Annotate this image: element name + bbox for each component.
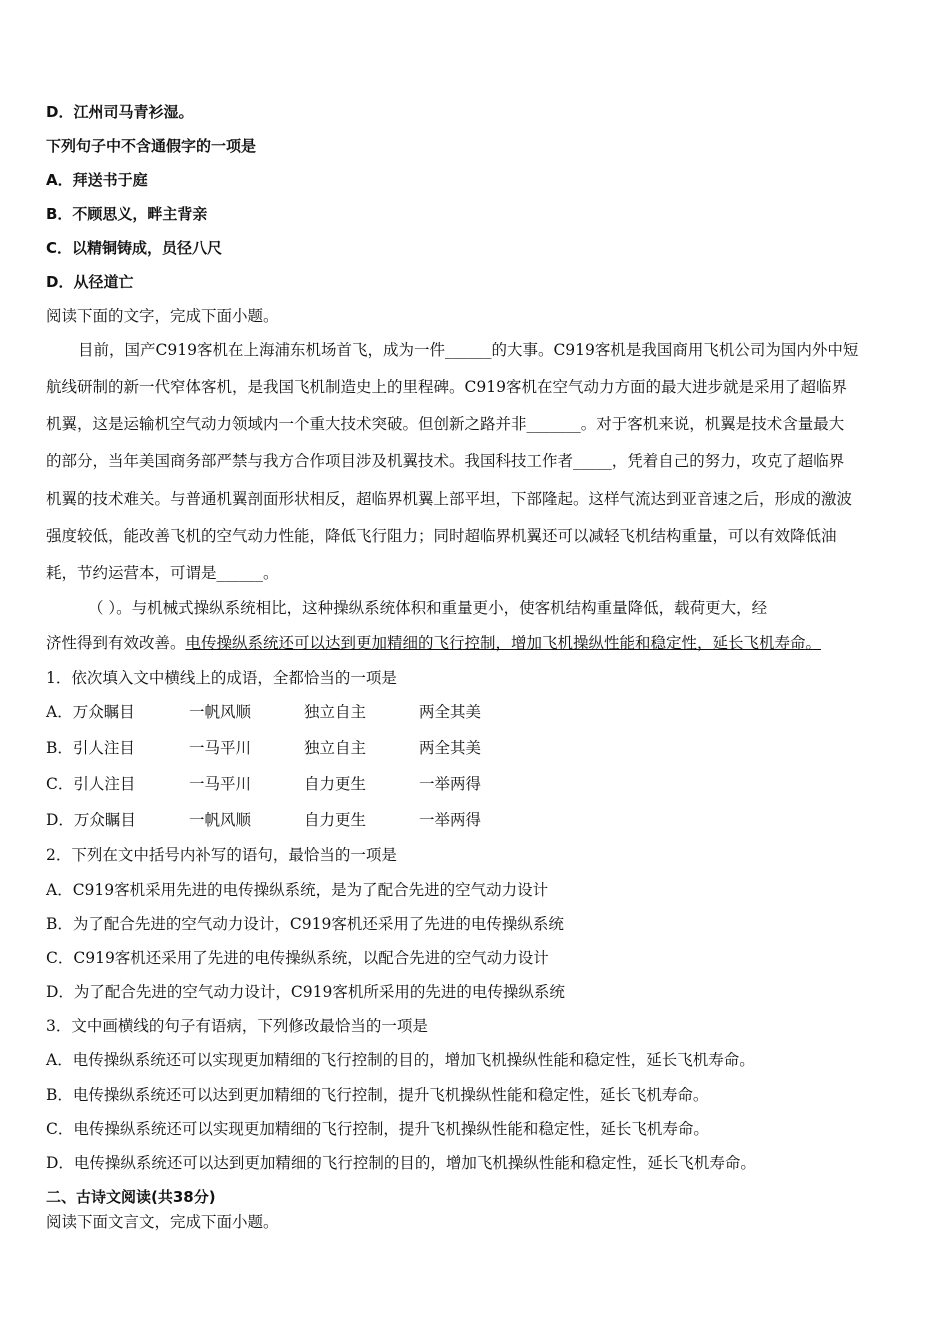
passage-line: 的部分，当年美国商务部严禁与我方合作项目涉及机翼技术。我国科技工作者_____，凭着自己的努力，攻克了超临界 [46, 452, 845, 470]
q3-option-c: C．电传操纵系统还可以实现更加精细的飞行控制，提升飞机操纵性能和稳定性，延长飞机寿命。 [46, 1120, 709, 1138]
tongjia-option-b: B．不顾思义，畔主背亲 [46, 205, 208, 223]
idiom: 一举两得 [419, 811, 482, 829]
q1-stem: 1．依次填入文中横线上的成语，全都恰当的一项是 [46, 669, 397, 687]
q2-option-c: C．C919客机还采用了先进的电传操纵系统，以配合先进的空气动力设计 [46, 949, 549, 967]
passage-line: 机翼，这是运输机空气动力领域内一个重大技术突破。但创新之路并非_______。对于客机来说，机翼是技术含量最大 [46, 415, 845, 433]
q3-stem: 3．文中画横线的句子有语病，下列修改最恰当的一项是 [46, 1017, 428, 1035]
idiom: 独立自主 [304, 739, 367, 757]
passage-line: 目前，国产C919客机在上海浦东机场首飞，成为一件______的大事。C919客机是我国商用飞机公司为国内外中短 [78, 341, 859, 359]
tongjia-option-a: A．拜送书于庭 [46, 171, 148, 189]
passage-line: 耗，节约运营本，可谓是______。 [46, 564, 279, 582]
passage-line: 航线研制的新一代窄体客机，是我国飞机制造史上的里程碑。C919客机在空气动力方面的最大进步就是采用了超临界 [46, 378, 847, 396]
idiom: B．引人注目 [46, 739, 135, 757]
passage-line: 强度较低，能改善飞机的空气动力性能，降低飞行阻力；同时超临界机翼还可以减轻飞机结构重量，可以有效降低油 [46, 527, 837, 545]
tongjia-option-d: D．从径道亡 [46, 273, 134, 291]
idiom: D．万众瞩目 [46, 811, 136, 829]
idiom: 一马平川 [189, 739, 252, 757]
prev-question-option-d: D．江州司马青衫湿。 [46, 103, 194, 121]
idiom: 自力更生 [304, 811, 367, 829]
passage-line: 机翼的技术难关。与普通机翼剖面形状相反，超临界机翼上部平坦，下部隆起。这样气流达到亚音速之后，形成的激波 [46, 490, 853, 508]
idiom: 一帆风顺 [189, 811, 252, 829]
idiom: 一马平川 [189, 775, 252, 793]
reading-intro: 阅读下面的文字，完成下面小题。 [46, 307, 279, 325]
q2-option-b: B．为了配合先进的空气动力设计，C919客机还采用了先进的电传操纵系统 [46, 915, 564, 933]
idiom: C．引人注目 [46, 775, 136, 793]
q2-option-a: A．C919客机采用先进的电传操纵系统，是为了配合先进的空气动力设计 [46, 881, 549, 899]
passage-line [46, 633, 821, 653]
section-heading: 二、古诗文阅读(共38分) [46, 1188, 216, 1206]
q2-stem: 2．下列在文中括号内补写的语句，最恰当的一项是 [46, 846, 397, 864]
tongjia-option-c: C．以精铜铸成，员径八尺 [46, 239, 223, 257]
idiom: 两全其美 [419, 739, 482, 757]
idiom: 自力更生 [304, 775, 367, 793]
idiom: 一举两得 [419, 775, 482, 793]
idiom: 独立自主 [304, 703, 367, 721]
underlined-sentence: 电传操纵系统还可以达到更加精细的飞行控制，增加飞机操纵性能和稳定性，延长飞机寿命。 [185, 634, 822, 652]
q2-option-d: D．为了配合先进的空气动力设计，C919客机所采用的先进的电传操纵系统 [46, 983, 565, 1001]
passage-text: 济性得到有效改善。 [46, 634, 186, 652]
q3-option-b: B．电传操纵系统还可以达到更加精细的飞行控制，提升飞机操纵性能和稳定性，延长飞机寿命。 [46, 1086, 709, 1104]
passage-line: （ ）。与机械式操纵系统相比，这种操纵系统体积和重量更小，使客机结构重量降低，载荷更大，经 [88, 599, 768, 617]
q3-option-a: A．电传操纵系统还可以实现更加精细的飞行控制的目的，增加飞机操纵性能和稳定性，延长飞机寿命。 [46, 1051, 755, 1069]
idiom: 一帆风顺 [189, 703, 252, 721]
idiom: 两全其美 [419, 703, 482, 721]
idiom: A．万众瞩目 [46, 703, 135, 721]
tongjia-question-stem: 下列句子中不含通假字的一项是 [46, 137, 257, 155]
section-intro: 阅读下面文言文，完成下面小题。 [46, 1213, 279, 1231]
q3-option-d: D．电传操纵系统还可以达到更加精细的飞行控制的目的，增加飞机操纵性能和稳定性，延长飞机寿命。 [46, 1154, 756, 1172]
